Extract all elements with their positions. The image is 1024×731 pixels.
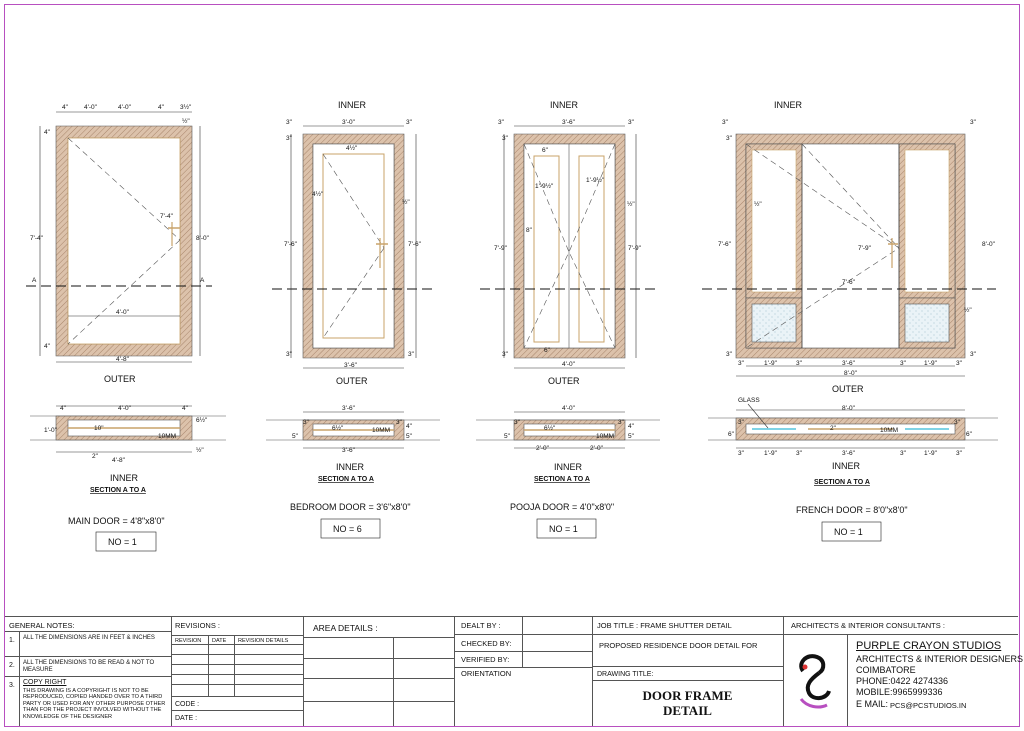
french-dim-left-bot: 3"	[726, 351, 732, 358]
bedroom-door-count: NO = 6	[333, 524, 362, 534]
bedroom-dim-top-c: 3"	[406, 119, 412, 126]
bedroom-sec-thk: 10MM	[372, 427, 391, 434]
french-sec-bot-e: 3"	[900, 450, 906, 457]
bedroom-dim-right-bot: 3"	[408, 351, 414, 358]
main-dim-top-a: 4"	[62, 104, 68, 111]
french-dim-bottom-w: 8'-0"	[844, 370, 857, 377]
pooja-sec-right-a: 3"	[618, 419, 624, 426]
french-dim-bot-b: 1'-9"	[764, 360, 777, 367]
bedroom-dim-left-bot: 3"	[286, 351, 292, 358]
french-dim-bot-f: 1'-9"	[924, 360, 937, 367]
bedroom-dim-panel-side: 4½"	[312, 191, 324, 198]
main-dim-right-h: 8'-0"	[196, 235, 209, 242]
french-sec-glass: GLASS	[738, 397, 760, 404]
pooja-dim-top-a: 3"	[498, 119, 504, 126]
pooja-dim-left-in: 8"	[526, 227, 532, 234]
french-dim-bot-a: 3"	[738, 360, 744, 367]
french-sec-bot-g: 3"	[956, 450, 962, 457]
company-name: PURPLE CRAYON STUDIOS	[856, 640, 1002, 652]
area-details-heading: AREA DETAILS :	[313, 623, 378, 633]
bedroom-inner-label: INNER	[338, 100, 367, 110]
main-section-mark-left: A	[32, 277, 37, 284]
general-notes-heading: GENERAL NOTES:	[9, 621, 75, 630]
french-dim-left-top: 3"	[726, 135, 732, 142]
main-section-inner-label: INNER	[110, 473, 139, 483]
french-sec-bot-d: 3'-6"	[842, 450, 855, 457]
company-email-label: E MAIL:	[856, 699, 889, 709]
main-sec-bot-a: 2"	[92, 453, 98, 460]
pooja-door-section	[476, 412, 660, 448]
french-sec-right-b: 6"	[966, 431, 972, 438]
french-dim-right-h: 8'-0"	[982, 241, 995, 248]
bedroom-dim-right-in: ½"	[402, 199, 410, 206]
bedroom-sec-bot: 3'-6"	[342, 447, 355, 454]
french-dim-mid-w: 7'-6"	[842, 279, 855, 286]
main-dim-top-b: 4'-0"	[84, 104, 97, 111]
main-door-spec: MAIN DOOR = 4'8"x8'0"	[68, 516, 165, 526]
rev-col-date: DATE	[212, 638, 227, 644]
pooja-dim-bottom-w: 4'-0"	[562, 361, 575, 368]
bedroom-sec-left-b: 5"	[292, 433, 298, 440]
copyright-text: THIS DRAWING IS A COPYRIGHT IS NOT TO BE REPRODUCED, COPIED HANDED OVER TO A THIRD PARTY OR USED FOR ANY OTHER PURPOSE OTHER THAN FOR THE PROJECT INVOLVED WITHOUT THE KNOWLEDGE OF THE DESIGNER	[23, 688, 166, 720]
french-door-spec: FRENCH DOOR = 8'0"x8'0"	[796, 505, 908, 515]
french-sec-bot-f: 1'-9"	[924, 450, 937, 457]
main-sec-top-a: 4"	[60, 405, 66, 412]
note-1-text: ALL THE DIMENSIONS ARE IN FEET & INCHES	[23, 635, 155, 641]
pooja-dim-left-h: 7'-9"	[494, 245, 507, 252]
french-dim-right-bot: 3"	[970, 351, 976, 358]
bedroom-dim-top-b: 3'-0"	[342, 119, 355, 126]
company-city: COIMBATORE	[856, 665, 916, 675]
french-dim-bot-e: 3"	[900, 360, 906, 367]
bedroom-sec-right-c: 5"	[406, 433, 412, 440]
main-sec-bot-b: 4'-8"	[112, 457, 125, 464]
main-sec-right-b: ½"	[196, 447, 204, 454]
job-title: JOB TITLE : FRAME SHUTTER DETAIL	[597, 621, 732, 630]
main-sec-mid: 10"	[94, 425, 104, 432]
main-dim-left-h: 7'-4"	[30, 235, 43, 242]
french-sec-thk: 10MM	[880, 427, 899, 434]
french-section-title: SECTION A TO A	[814, 479, 870, 486]
pooja-sec-bot-b: 2'-0"	[590, 445, 603, 452]
main-door-count: NO = 1	[108, 537, 137, 547]
french-section-inner-label: INNER	[832, 461, 861, 471]
main-section-mark-right: A	[200, 277, 205, 284]
note-3-num: 3.	[9, 682, 15, 689]
main-sec-top-c: 4"	[182, 405, 188, 412]
project-name: PROPOSED RESIDENCE DOOR DETAIL FOR	[599, 641, 758, 650]
verified-by-label: VERIFIED BY:	[461, 655, 510, 664]
french-dim-bot-c: 3"	[796, 360, 802, 367]
pooja-sec-left-a: 3"	[514, 419, 520, 426]
main-dim-right-top: ½"	[182, 118, 190, 125]
drawing-title-line-2: DETAIL	[663, 703, 712, 718]
drawing-title-line-1: DOOR FRAME	[642, 688, 733, 703]
french-dim-left-in: ½"	[754, 201, 762, 208]
bedroom-dim-bottom-w: 3'-6"	[344, 362, 357, 369]
main-dim-handle: 7'-4"	[160, 213, 173, 220]
pcs-swan-logo-icon	[789, 649, 843, 713]
checked-by-label: CHECKED BY:	[461, 639, 512, 648]
french-outer-label: OUTER	[832, 384, 864, 394]
bedroom-section-inner-label: INNER	[336, 462, 365, 472]
rev-col-details: REVISION DETAILS	[238, 638, 289, 644]
french-inner-label: INNER	[774, 100, 803, 110]
main-sec-top-b: 4'-0"	[118, 405, 131, 412]
company-phone: PHONE:0422 4274336	[856, 676, 949, 686]
pooja-door-spec: POOJA DOOR = 4'0"x8'0"	[510, 502, 615, 512]
main-dim-top-d: 3½"	[180, 104, 192, 111]
pooja-dim-right-h: 7'-9"	[628, 245, 641, 252]
pooja-sec-right-c: 5"	[628, 433, 634, 440]
main-sec-left: 1'-0"	[44, 427, 57, 434]
french-sec-bot-c: 3"	[796, 450, 802, 457]
pooja-dim-left-bot: 3"	[502, 351, 508, 358]
bedroom-outer-label: OUTER	[336, 376, 368, 386]
pooja-dim-panel-b: 1'-9½"	[586, 177, 605, 184]
french-dim-bot-d: 3'-6"	[842, 360, 855, 367]
french-sec-left-b: 6"	[728, 431, 734, 438]
note-2-num: 2.	[9, 662, 15, 669]
french-dim-top-a: 3"	[722, 119, 728, 126]
main-dim-inner-w: 4'-0"	[116, 309, 129, 316]
french-sec-bot-b: 1'-9"	[764, 450, 777, 457]
pooja-dim-top-c: 3"	[628, 119, 634, 126]
french-dim-left-h: 7'-6"	[718, 241, 731, 248]
main-door-section	[30, 406, 226, 452]
french-dim-right-in: ½"	[964, 307, 972, 314]
main-dim-left-bot: 4"	[44, 343, 50, 350]
code-label: CODE :	[175, 701, 200, 708]
pooja-sec-thk: 10MM	[596, 433, 615, 440]
pooja-sec-mid: 6½"	[544, 425, 556, 432]
bedroom-sec-mid: 6½"	[332, 425, 344, 432]
french-dim-top-c: 3"	[970, 119, 976, 126]
pooja-sec-right-b: 4"	[628, 423, 634, 430]
main-dim-top-c: 4"	[158, 104, 164, 111]
bedroom-dim-left-h: 7'-6"	[284, 241, 297, 248]
french-sec-bot-a: 3"	[738, 450, 744, 457]
company-mobile: MOBILE:9965999336	[856, 687, 943, 697]
french-sec-top: 8'-0"	[842, 405, 855, 412]
pooja-inner-label: INNER	[550, 100, 579, 110]
rev-col-revision: REVISION	[175, 638, 202, 644]
pooja-sec-bot-a: 2'-0"	[536, 445, 549, 452]
dealt-by-label: DEALT BY :	[461, 621, 501, 630]
main-dim-bottom-w: 4'-8"	[116, 356, 129, 363]
main-sec-thk: 10MM	[158, 433, 177, 440]
bedroom-door-spec: BEDROOM DOOR = 3'6"x8'0"	[290, 502, 411, 512]
bedroom-dim-top-a: 3"	[286, 119, 292, 126]
bedroom-dim-left-top: 3"	[286, 135, 292, 142]
french-dim-handle: 7'-9"	[858, 245, 871, 252]
french-door-elevation	[702, 134, 996, 376]
bedroom-sec-right-a: 3"	[396, 419, 402, 426]
pooja-section-inner-label: INNER	[554, 462, 583, 472]
bedroom-dim-panel-top: 4½"	[346, 145, 358, 152]
bedroom-sec-left-a: 3"	[303, 419, 309, 426]
main-door-elevation	[26, 112, 212, 362]
pooja-section-title: SECTION A TO A	[534, 476, 590, 483]
company-role: ARCHITECTS & INTERIOR DESIGNERS	[856, 654, 1024, 664]
main-sec-right-a: 6½"	[196, 417, 208, 424]
main-dim-top-b2: 4'-0"	[118, 104, 131, 111]
copyright-heading: COPY RIGHT	[23, 679, 67, 686]
pooja-dim-panel-a: 1'-9½"	[535, 183, 554, 190]
pooja-sec-left-b: 5"	[504, 433, 510, 440]
french-sec-left-a: 3"	[738, 419, 744, 426]
title-block	[5, 616, 1024, 726]
bedroom-section-title: SECTION A TO A	[318, 476, 374, 483]
pooja-sec-top: 4'-0"	[562, 405, 575, 412]
note-1-num: 1.	[9, 637, 15, 644]
revisions-heading: REVISIONS :	[175, 621, 221, 630]
note-2-text: ALL THE DIMENSIONS TO BE READ & NOT TO MEASURE	[23, 660, 155, 673]
main-dim-left-top: 4"	[44, 129, 50, 136]
consultants-heading: ARCHITECTS & INTERIOR CONSULTANTS :	[791, 621, 945, 630]
pooja-dim-panel-top: 6"	[542, 147, 548, 154]
drawing-title-label: DRAWING TITLE:	[597, 671, 654, 678]
date-label: DATE :	[175, 715, 198, 722]
pooja-dim-left-top: 3"	[502, 135, 508, 142]
pooja-door-count: NO = 1	[549, 524, 578, 534]
french-dim-bot-g: 3"	[956, 360, 962, 367]
main-section-title: SECTION A TO A	[90, 487, 146, 494]
bedroom-door-section	[266, 412, 440, 448]
pooja-dim-top-b: 3'-6"	[562, 119, 575, 126]
bedroom-sec-right-b: 4"	[406, 423, 412, 430]
company-email: PCS@PCSTUDIOS.IN	[890, 701, 967, 710]
pooja-dim-panel-bot: 6"	[544, 347, 550, 354]
main-outer-label: OUTER	[104, 374, 136, 384]
bedroom-dim-right-h: 7'-6"	[408, 241, 421, 248]
french-sec-right-a: 3"	[954, 419, 960, 426]
french-door-count: NO = 1	[834, 527, 863, 537]
orientation-label: ORIENTATION	[461, 669, 512, 678]
french-sec-mid: 2"	[830, 425, 836, 432]
pooja-outer-label: OUTER	[548, 376, 580, 386]
bedroom-sec-top: 3'-6"	[342, 405, 355, 412]
pooja-dim-right-in: ½"	[627, 201, 635, 208]
